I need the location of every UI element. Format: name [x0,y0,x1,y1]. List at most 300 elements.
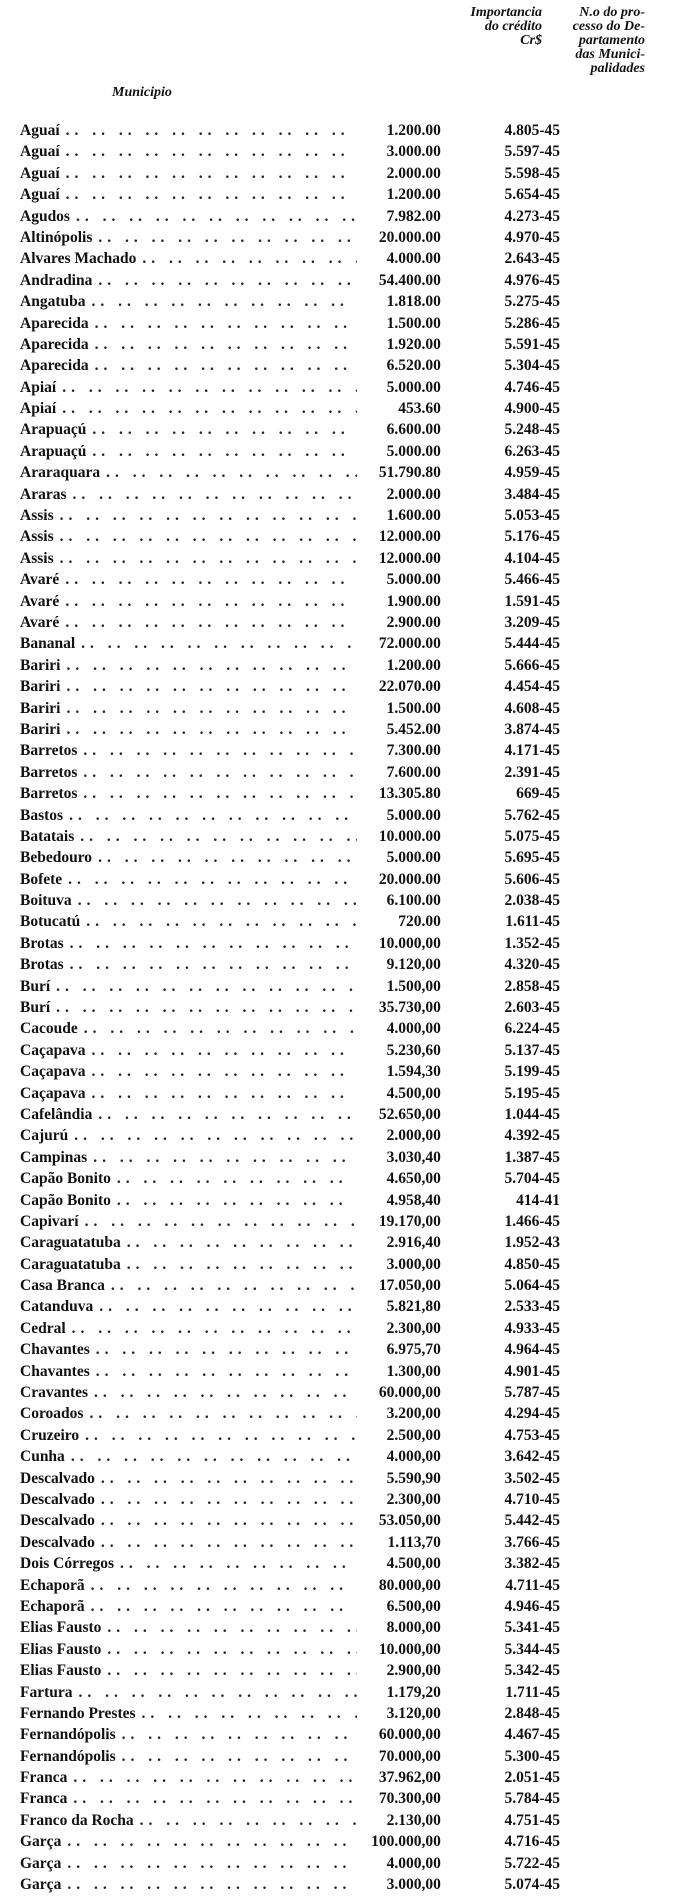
municipio-name: Boituva [20,892,72,910]
dot-leader [66,676,356,697]
importancia-cell: 1.179,20 [386,1683,441,1701]
importancia-cell: 3.000,00 [386,1876,441,1894]
table-row [20,1125,560,1146]
municipio-name: Franco da Rocha [20,1811,134,1829]
dot-leader [69,805,357,826]
table-row [20,1596,560,1617]
dot-leader [95,334,357,355]
dot-leader [66,655,356,676]
table-row [20,805,560,826]
municipio-name: Batatais [20,827,75,845]
dot-leader [62,377,356,398]
dot-leader [66,141,357,162]
municipio-name: Barretos [20,763,78,781]
municipio-name: Bariri [20,678,61,696]
table-row [20,1724,560,1745]
municipio-cell [20,1339,357,1360]
importancia-cell: 1.200.00 [386,186,441,204]
dot-leader [94,1382,357,1403]
municipio-name: Garça [20,1833,62,1851]
table-row [20,612,560,633]
importancia-cell: 453.60 [398,400,441,418]
dot-leader [66,120,357,141]
municipio-cell [20,1724,357,1745]
table-row [20,1211,560,1232]
importancia-cell: 2.900,00 [386,1662,441,1680]
table-row [20,869,560,890]
municipio-name: Caçapava [20,1041,86,1059]
municipio-cell [20,676,357,697]
municipio-cell [20,783,357,804]
table-row [20,462,560,483]
municipio-name: Dois Córregos [20,1555,114,1573]
table-row [20,141,560,162]
municipio-cell [20,762,357,783]
processo-cell: 4.753-45 [504,1426,561,1444]
processo-cell: 5.606-45 [504,870,561,888]
table-row [20,1575,560,1596]
processo-cell: 4.467-45 [504,1726,561,1744]
importancia-cell: 3.120,00 [386,1704,441,1722]
table-row [20,1361,560,1382]
dot-leader [91,1596,357,1617]
municipio-cell [20,655,357,676]
municipio-name: Agudos [20,207,70,225]
processo-cell: 4.171-45 [504,742,561,760]
importancia-cell: 2.000.00 [386,164,441,182]
municipio-cell [20,805,357,826]
processo-cell: 5.074-45 [504,1876,561,1894]
table-row [20,1788,560,1809]
table-row [20,1532,560,1553]
importancia-cell: 5.000.00 [386,378,441,396]
processo-cell: 1.044-45 [504,1105,561,1123]
municipio-name: Bananal [20,635,76,653]
importancia-cell: 6.500,00 [386,1597,441,1615]
importancia-cell: 2.000.00 [386,485,441,503]
processo-cell: 5.341-45 [504,1619,561,1637]
dot-leader [66,698,356,719]
importancia-cell: 5.000.00 [386,849,441,867]
municipio-cell [20,826,357,847]
municipio-cell [20,1510,357,1531]
processo-cell: 4.751-45 [504,1811,561,1829]
municipio-name: Caraguatatuba [20,1234,121,1252]
municipio-cell [20,869,357,890]
municipio-cell [20,526,357,547]
dot-leader [142,248,356,269]
processo-cell: 5.784-45 [504,1790,561,1808]
table-row [20,505,560,526]
processo-cell: 4.104-45 [504,549,561,567]
table-row [20,120,560,141]
municipio-cell [20,976,357,997]
processo-cell: 1.952-43 [504,1234,561,1252]
table-row [20,206,560,227]
importancia-cell: 2.300,00 [386,1491,441,1508]
table-row [20,569,560,590]
dot-leader [98,270,356,291]
table-row [20,655,560,676]
municipio-name: Caçapava [20,1063,86,1081]
table-row [20,676,560,697]
importancia-cell: 2.130,00 [386,1811,441,1829]
table-row [20,1040,560,1061]
dot-leader [56,997,357,1018]
table-row [20,1254,560,1275]
municipio-name: Cacoude [20,1020,78,1038]
municipio-name: Arapuaçú [20,421,87,439]
table-row [20,526,560,547]
dot-leader [78,890,357,911]
municipio-name: Cedral [20,1319,66,1337]
table-row [20,719,560,740]
table-row [20,911,560,932]
importancia-cell: 51.790.80 [378,464,441,482]
table-row [20,1553,560,1574]
municipio-cell [20,1639,357,1660]
dot-leader [65,591,356,612]
municipio-cell [20,1788,357,1809]
dot-leader [83,783,356,804]
municipio-name: Brotas [20,934,64,952]
table-row [20,398,560,419]
table-row [20,334,560,355]
processo-cell: 5.176-45 [504,528,561,546]
importancia-cell: 6.975,70 [386,1341,441,1359]
municipio-name: Casa Branca [20,1277,105,1295]
processo-cell: 5.137-45 [504,1041,561,1059]
header-processo: N.o do pro- cesso do De- partamento das Munici- palidades [572,5,645,76]
processo-cell: 4.294-45 [504,1405,561,1423]
importancia-cell: 1.594,30 [386,1063,441,1081]
processo-cell: 5.666-45 [504,656,561,674]
dot-leader [85,1211,357,1232]
municipio-cell [20,954,357,975]
dot-leader [62,398,356,419]
importancia-cell: 2.000,00 [386,1127,441,1145]
processo-cell: 5.442-45 [504,1512,561,1530]
municipio-name: Cafelândia [20,1105,93,1123]
municipio-name: Fartura [20,1683,73,1701]
municipio-cell [20,1660,357,1681]
table-row [20,1403,560,1424]
table-row [20,762,560,783]
importancia-cell: 70.000,00 [378,1747,441,1765]
dot-leader [74,1125,356,1146]
municipio-name: Aparecida [20,335,89,353]
municipio-cell [20,248,357,269]
importancia-cell: 37.962,00 [378,1769,441,1787]
municipio-cell [20,997,357,1018]
processo-cell: 3.502-45 [504,1469,561,1487]
municipio-name: Andradina [20,271,93,289]
dot-leader [107,1617,356,1638]
municipio-cell [20,120,357,141]
processo-cell: 5.300-45 [504,1747,561,1765]
municipio-cell [20,1361,357,1382]
municipio-cell [20,1446,357,1467]
processo-cell: 4.711-45 [505,1576,561,1594]
municipio-cell [20,1553,357,1574]
municipio-name: Capão Bonito [20,1191,111,1209]
municipio-cell [20,612,357,633]
processo-cell: 1.352-45 [504,934,561,952]
municipio-cell [20,569,357,590]
dot-leader [80,826,356,847]
municipio-cell [20,548,357,569]
importancia-cell: 7.600.00 [386,763,441,781]
table-row [20,826,560,847]
dot-leader [107,1639,356,1660]
importancia-cell: 4.650,00 [386,1170,441,1188]
importancia-cell: 72.000.00 [378,635,441,653]
processo-cell: 5.199-45 [504,1063,561,1081]
table-body [20,120,560,1895]
municipio-cell [20,184,357,205]
municipio-cell [20,719,357,740]
importancia-cell: 10.000.00 [378,827,441,845]
importancia-cell: 8.000,00 [386,1619,441,1637]
table-row [20,1489,560,1510]
municipio-name: Burí [20,999,51,1017]
processo-cell: 4.976-45 [504,271,561,289]
municipio-name: Assis [20,528,54,546]
municipio-name: Avaré [20,592,60,610]
municipio-cell [20,1575,357,1596]
municipio-cell [20,1403,357,1424]
importancia-cell: 4.000.00 [386,250,441,268]
processo-cell: 5.597-45 [504,143,561,161]
dot-leader [98,1104,356,1125]
table-row [20,1874,560,1895]
importancia-cell: 2.500,00 [386,1426,441,1444]
municipio-name: Assis [20,507,54,525]
table-row [20,1617,560,1638]
municipio-name: Garça [20,1876,62,1894]
importancia-cell: 12.000.00 [378,528,441,546]
municipio-name: Coroados [20,1405,84,1423]
municipio-name: Barretos [20,742,78,760]
table-row [20,847,560,868]
table-row [20,591,560,612]
header-municipio: Municipio [112,85,172,100]
table-row [20,1275,560,1296]
municipio-cell [20,1147,357,1168]
table-row [20,783,560,804]
dot-leader [111,1275,357,1296]
municipio-cell [20,1254,357,1275]
importancia-cell: 100.000,00 [371,1833,441,1851]
importancia-cell: 5.452.00 [386,720,441,738]
dot-leader [99,1296,356,1317]
municipio-name: Botucatú [20,913,81,931]
municipio-cell [20,291,357,312]
processo-cell: 6.263-45 [504,442,561,460]
municipio-name: Caçapava [20,1084,86,1102]
table-row [20,355,560,376]
table-row [20,313,560,334]
importancia-cell: 3.000.00 [386,143,441,161]
municipio-cell [20,933,357,954]
table-row [20,1104,560,1125]
table-row [20,1190,560,1211]
processo-cell: 5.342-45 [504,1662,561,1680]
importancia-cell: 6.600.00 [386,421,441,439]
municipio-cell [20,1532,357,1553]
table-row [20,1318,560,1339]
importancia-cell: 1.500.00 [386,699,441,717]
dot-leader [95,313,357,334]
importancia-cell: 5.000.00 [386,571,441,589]
importancia-cell: 1.500,00 [386,977,441,995]
municipio-name: Elias Fausto [20,1662,102,1680]
importancia-cell: 80.000,00 [378,1576,441,1594]
municipio-name: Elias Fausto [20,1619,102,1637]
municipio-cell [20,740,357,761]
table-row [20,1468,560,1489]
importancia-cell: 10.000,00 [378,1640,441,1658]
importancia-cell: 7.300.00 [386,742,441,760]
importancia-cell: 60.000,00 [378,1384,441,1402]
dot-leader [67,1831,356,1852]
municipio-cell [20,1018,357,1039]
table-row [20,976,560,997]
municipio-cell [20,911,357,932]
municipio-name: Franca [20,1790,68,1808]
dot-leader [76,206,357,227]
importancia-cell: 2.300,00 [386,1319,441,1337]
municipio-name: Catanduva [20,1298,94,1316]
dot-leader [92,419,356,440]
municipio-cell [20,1318,357,1339]
table-row [20,1853,560,1874]
processo-cell: 4.901-45 [504,1362,561,1380]
dot-leader [83,762,356,783]
municipio-cell [20,1874,357,1895]
importancia-cell: 5.230,60 [386,1041,441,1059]
table-row [20,1746,560,1767]
municipio-name: Descalvado [20,1469,95,1487]
municipio-cell [20,334,357,355]
municipio-name: Elias Fausto [20,1640,102,1658]
importancia-cell: 70.300,00 [378,1790,441,1808]
processo-cell: 4.933-45 [504,1319,561,1337]
municipio-cell [20,1489,357,1510]
municipio-name: Aparecida [20,357,89,375]
importancia-cell: 3.030,40 [386,1148,441,1166]
dot-leader [142,1703,357,1724]
importancia-cell: 1.920.00 [386,335,441,353]
processo-cell: 4.970-45 [504,228,561,246]
processo-cell: 3.484-45 [504,485,561,503]
table-row [20,248,560,269]
municipio-name: Descalvado [20,1512,95,1530]
importancia-cell: 1.200.00 [386,122,441,139]
table-row [20,1018,560,1039]
municipio-cell [20,1425,357,1446]
municipio-name: Descalvado [20,1491,95,1508]
dot-leader [107,1660,356,1681]
processo-cell: 1.387-45 [504,1148,561,1166]
dot-leader [120,1553,357,1574]
municipio-cell [20,313,357,334]
municipio-name: Bariri [20,699,61,717]
dot-leader [86,911,356,932]
processo-cell: 5.762-45 [504,806,561,824]
municipio-cell [20,484,357,505]
processo-cell: 4.710-45 [504,1491,561,1508]
dot-leader [66,719,356,740]
municipio-name: Alvares Machado [20,250,137,268]
processo-cell: 5.704-45 [504,1170,561,1188]
dot-leader [70,933,357,954]
dot-leader [117,1190,357,1211]
processo-cell: 1.711-45 [505,1683,561,1701]
processo-cell: 4.608-45 [504,699,561,717]
importancia-cell: 60.000,00 [378,1726,441,1744]
importancia-cell: 4.500,00 [386,1084,441,1102]
table-row [20,227,560,248]
processo-cell: 1.611-45 [505,913,561,931]
municipio-cell [20,890,357,911]
table-row [20,1168,560,1189]
importancia-cell: 4.958,40 [386,1191,441,1209]
dot-leader [81,633,357,654]
importancia-cell: 12.000.00 [378,549,441,567]
municipio-name: Campinas [20,1148,88,1166]
processo-cell: 2.848-45 [504,1704,561,1722]
dot-leader [101,1510,357,1531]
municipio-name: Cajurú [20,1127,69,1145]
municipio-name: Bariri [20,720,61,738]
dot-leader [60,526,357,547]
importancia-cell: 1.113,70 [387,1533,441,1551]
municipio-name: Chavantes [20,1341,90,1359]
importancia-cell: 9.120,00 [386,956,441,974]
processo-cell: 1.591-45 [504,592,561,610]
processo-cell: 2.643-45 [504,250,561,268]
processo-cell: 414-41 [516,1191,561,1209]
municipio-cell [20,505,357,526]
municipio-cell [20,1853,357,1874]
dot-leader [127,1254,357,1275]
processo-cell: 2.038-45 [504,892,561,910]
municipio-cell [20,633,357,654]
importancia-cell: 7.982.00 [386,207,441,225]
table-row [20,419,560,440]
table-row [20,1510,560,1531]
importancia-cell: 1.600.00 [386,507,441,525]
municipio-cell [20,227,357,248]
table-row [20,740,560,761]
processo-cell: 5.195-45 [504,1084,561,1102]
dot-leader [73,1767,356,1788]
municipio-name: Bebedouro [20,849,93,867]
importancia-cell: 20.000.00 [378,870,441,888]
municipio-cell [20,1296,357,1317]
dot-leader [101,1468,357,1489]
municipio-cell [20,1746,357,1767]
dot-leader [66,163,357,184]
dot-leader [96,1339,357,1360]
municipio-cell [20,270,357,291]
municipio-name: Capivarí [20,1212,79,1230]
dot-leader [91,1575,357,1596]
municipio-name: Bastos [20,806,64,824]
municipio-name: Avaré [20,613,60,631]
importancia-cell: 4.500,00 [386,1555,441,1573]
